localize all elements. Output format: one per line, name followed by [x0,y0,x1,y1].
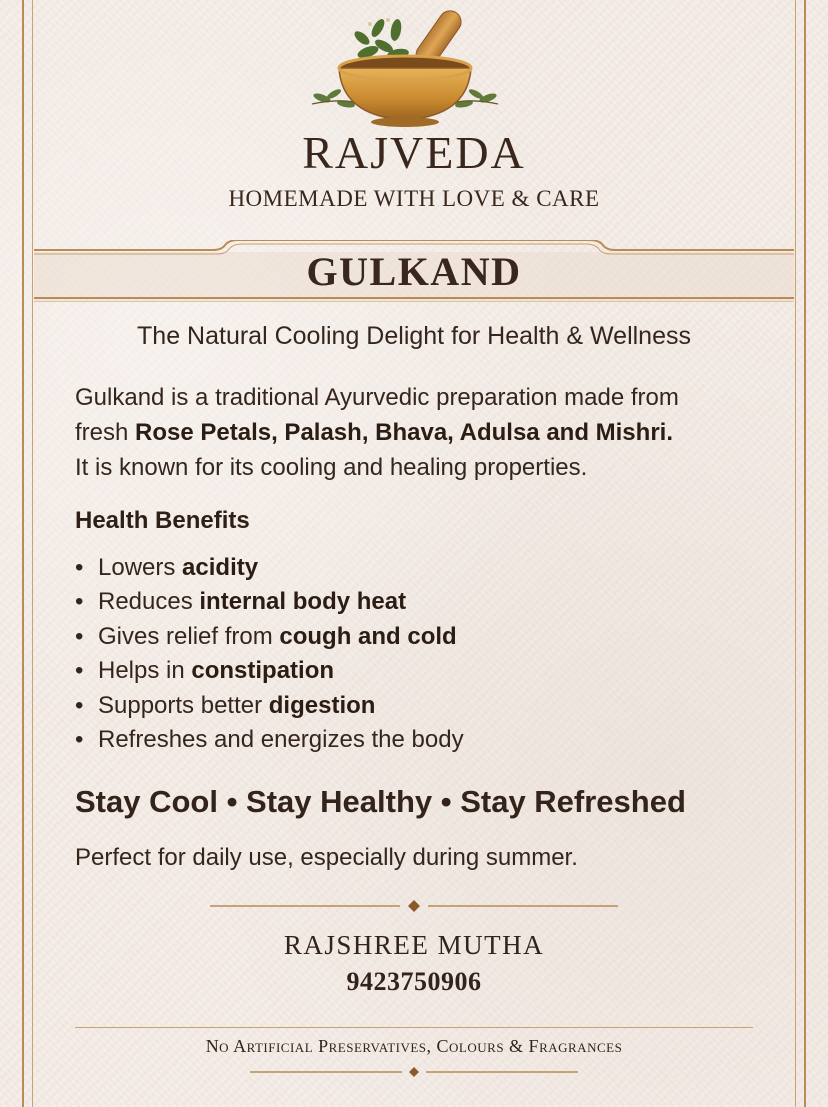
benefit-text: Refreshes and energizes the body [98,725,464,753]
bullet-icon: • [75,622,84,650]
bullet-icon: • [75,588,84,616]
benefit-text: Lowers [98,554,183,581]
benefit-item [75,585,464,619]
intro-line-2-prefix: fresh [75,419,136,446]
bullet-icon: • [75,691,84,719]
intro-line-3: It is known for its cooling and healing properties. [75,454,588,481]
bullet-icon: • [75,657,84,685]
mortar-pestle-icon [300,8,510,130]
brand-name: RAJVEDA [302,127,526,178]
product-banner [34,240,794,302]
benefit-text: Reduces [98,588,200,616]
benefit-text: Helps in [98,657,192,685]
benefit-highlight: internal body heat [199,588,407,616]
benefit-highlight: digestion [268,691,376,719]
benefit-item [75,689,464,723]
product-title: GULKAND [306,249,522,294]
diamond-ornament-icon [210,898,618,914]
daily-use-note: Perfect for daily use, especially during summer. [75,844,578,871]
product-subtitle: The Natural Cooling Delight for Health & Wellness [137,322,691,350]
benefit-item [75,654,464,688]
phone-number[interactable]: 9423750906 [346,967,482,996]
footer-note: No Artificial Preservatives, Colours & Fragrances [205,1036,623,1056]
benefit-item [75,620,464,654]
benefit-highlight: cough and cold [279,622,457,650]
benefit-highlight: acidity [182,554,259,581]
benefit-highlight: constipation [191,657,335,685]
intro-paragraph [75,380,775,485]
footer-rule [75,1027,753,1028]
brand-tagline: HOMEMADE WITH LOVE & CARE [228,186,600,211]
benefit-item [75,551,464,585]
intro-line-1: Gulkand is a traditional Ayurvedic preparation made from [75,384,679,411]
owner-name: RAJSHREE MUTHA [283,930,545,960]
benefit-text: Gives relief from [98,622,280,650]
ingredients-list: Rose Petals, Palash, Bhava, Adulsa and Mishri. [135,419,673,446]
bullet-icon: • [75,554,84,581]
benefits-list [75,551,464,757]
slogan: Stay Cool • Stay Healthy • Stay Refreshed [75,784,686,819]
benefit-text: Supports better [98,691,269,719]
diamond-ornament-icon [250,1064,578,1080]
intro-line-2 [75,415,775,450]
benefits-heading: Health Benefits [75,507,250,534]
benefit-item [75,723,464,757]
bullet-icon: • [75,725,84,753]
